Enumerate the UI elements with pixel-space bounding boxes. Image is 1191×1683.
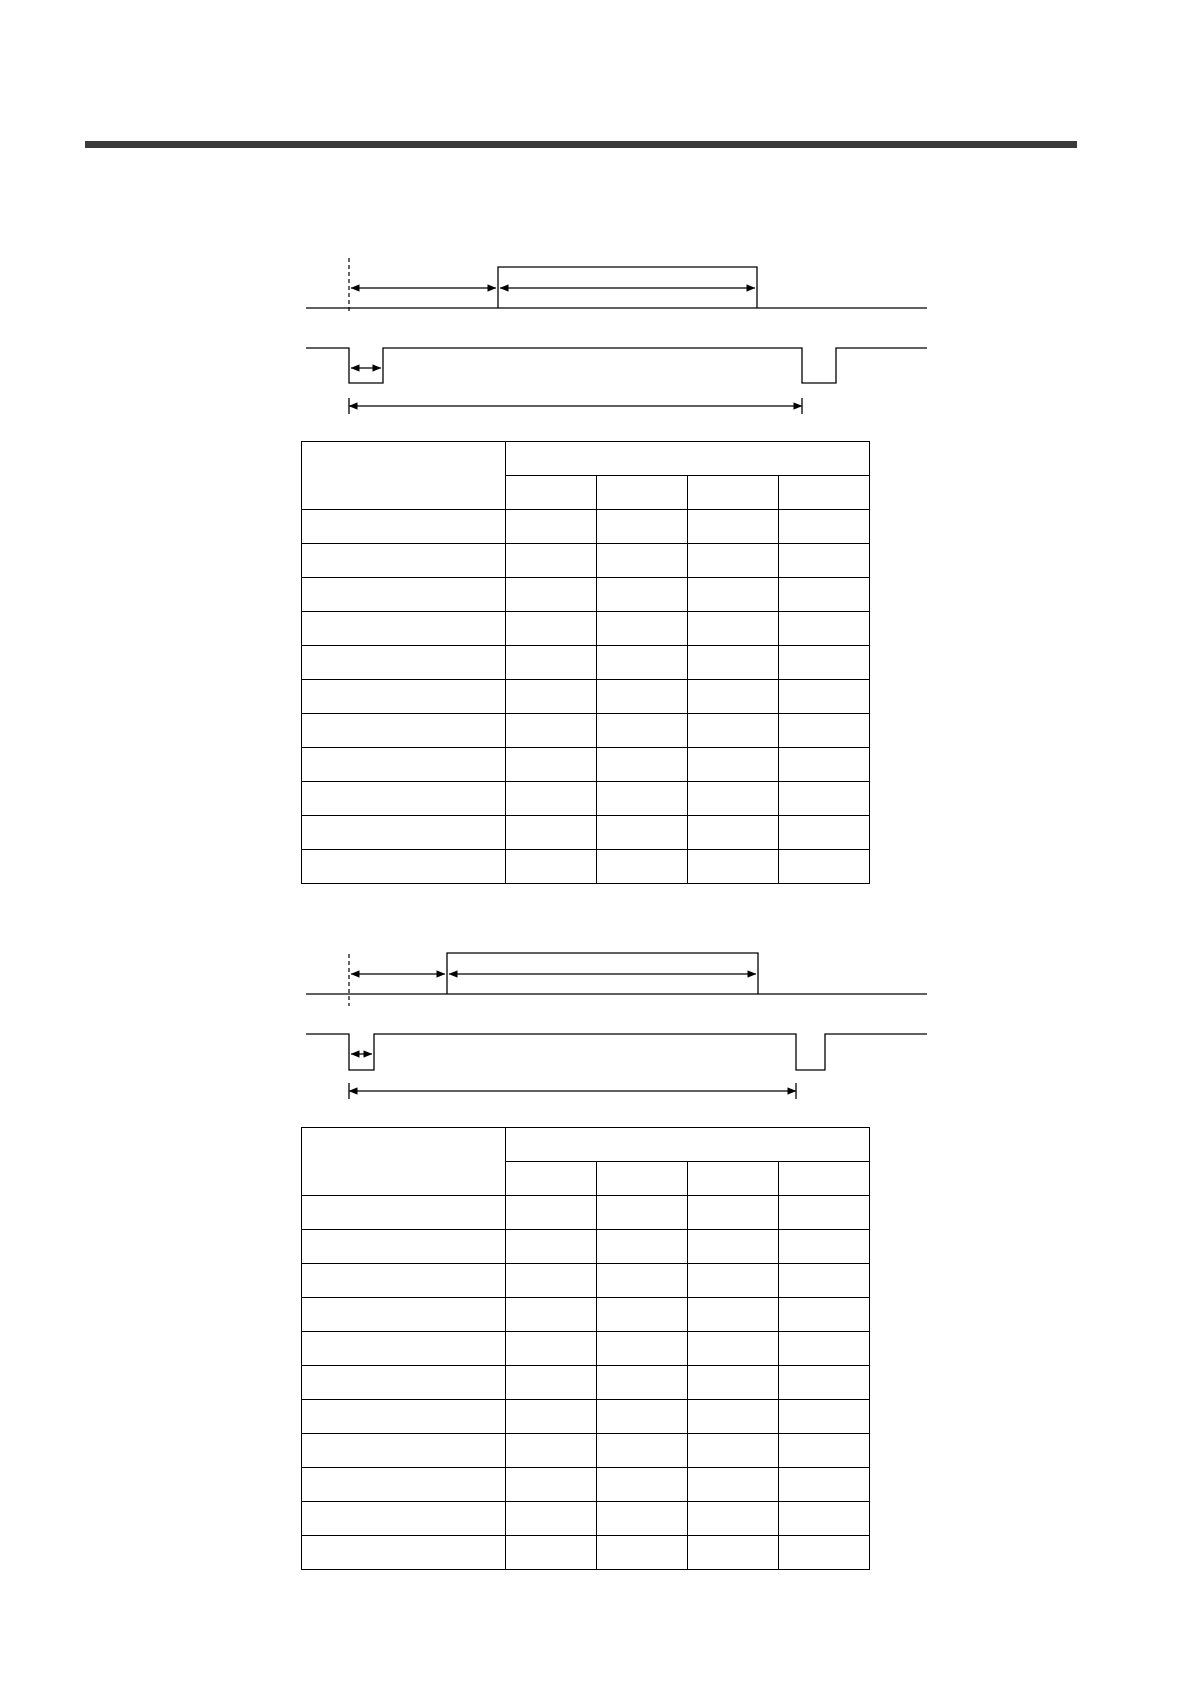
table-cell xyxy=(506,544,597,578)
table-row xyxy=(302,680,870,714)
table-cell xyxy=(597,1502,688,1536)
table-row xyxy=(302,646,870,680)
table-cell xyxy=(506,510,597,544)
table-cell xyxy=(597,646,688,680)
table-row xyxy=(302,1468,870,1502)
table-cell xyxy=(597,612,688,646)
table-cell xyxy=(506,1332,597,1366)
table-cell xyxy=(506,1400,597,1434)
table-row-label xyxy=(302,612,506,646)
table-row xyxy=(302,1434,870,1468)
table-row-label xyxy=(302,544,506,578)
table-cell xyxy=(779,850,870,884)
table-cell xyxy=(688,680,779,714)
timing-table xyxy=(301,441,870,884)
table-row-label xyxy=(302,646,506,680)
table-cell xyxy=(506,1298,597,1332)
table-row-label xyxy=(302,1434,506,1468)
table-row-label xyxy=(302,816,506,850)
table-cell xyxy=(506,1536,597,1570)
table-cell xyxy=(779,680,870,714)
table-cell xyxy=(779,1502,870,1536)
table-cell xyxy=(597,1434,688,1468)
table-row-label xyxy=(302,578,506,612)
table-header-group xyxy=(506,442,870,476)
table-row xyxy=(302,578,870,612)
table-cell xyxy=(688,748,779,782)
table-cell xyxy=(688,714,779,748)
table-cell xyxy=(688,1230,779,1264)
table-row-label xyxy=(302,1298,506,1332)
table-cell xyxy=(688,1502,779,1536)
table-cell xyxy=(779,1298,870,1332)
table-cell xyxy=(779,1366,870,1400)
table-row-label xyxy=(302,782,506,816)
table-cell xyxy=(688,544,779,578)
table-row-label xyxy=(302,1366,506,1400)
table-cell xyxy=(688,1468,779,1502)
table-cell xyxy=(506,680,597,714)
table-body xyxy=(302,510,870,884)
table-cell xyxy=(597,1298,688,1332)
table-cell xyxy=(506,816,597,850)
table-cell xyxy=(688,1298,779,1332)
table-cell xyxy=(779,1264,870,1298)
table-cell xyxy=(779,646,870,680)
table-row-label xyxy=(302,748,506,782)
table-cell xyxy=(779,748,870,782)
table-row-label xyxy=(302,510,506,544)
table-cell xyxy=(506,782,597,816)
table-row-label xyxy=(302,850,506,884)
table-row-label xyxy=(302,1332,506,1366)
table-row xyxy=(302,612,870,646)
table-cell xyxy=(597,1400,688,1434)
table-cell xyxy=(688,782,779,816)
table-cell xyxy=(506,612,597,646)
table-header-group xyxy=(506,1128,870,1162)
table-cell xyxy=(688,1434,779,1468)
table-cell xyxy=(506,1264,597,1298)
table-cell xyxy=(779,612,870,646)
table-row xyxy=(302,1264,870,1298)
table-row xyxy=(302,1298,870,1332)
sync-signal xyxy=(306,1034,927,1070)
table-cell xyxy=(597,816,688,850)
table-cell xyxy=(597,748,688,782)
table-cell xyxy=(597,1230,688,1264)
table-row-label xyxy=(302,1400,506,1434)
table-cell xyxy=(688,1196,779,1230)
timing-diagram-svg xyxy=(290,258,940,416)
table-subheader xyxy=(688,1162,779,1196)
sync-signal xyxy=(306,348,927,383)
table-cell xyxy=(688,510,779,544)
table-subheader xyxy=(688,476,779,510)
table-cell xyxy=(597,782,688,816)
table-row xyxy=(302,544,870,578)
table-row xyxy=(302,1536,870,1570)
table-row xyxy=(302,1230,870,1264)
table-row xyxy=(302,748,870,782)
table-cell xyxy=(597,544,688,578)
table-row-label xyxy=(302,1196,506,1230)
table-subheader xyxy=(779,1162,870,1196)
timing-table xyxy=(301,1127,870,1570)
table-cell xyxy=(688,1332,779,1366)
table-cell xyxy=(688,612,779,646)
timing-diagram-svg xyxy=(290,948,940,1102)
table-cell xyxy=(779,714,870,748)
table-cell xyxy=(506,748,597,782)
table-row xyxy=(302,850,870,884)
table-subheader xyxy=(506,1162,597,1196)
table-cell xyxy=(597,1196,688,1230)
table-row-label xyxy=(302,1264,506,1298)
table-row xyxy=(302,816,870,850)
table-cell xyxy=(688,1400,779,1434)
table-cell xyxy=(597,850,688,884)
table-cell xyxy=(597,578,688,612)
table-row-label xyxy=(302,1468,506,1502)
table-cell xyxy=(597,680,688,714)
table-cell xyxy=(779,1400,870,1434)
table-cell xyxy=(597,1332,688,1366)
table-cell xyxy=(688,646,779,680)
table-cell xyxy=(506,1196,597,1230)
table-cell xyxy=(779,1196,870,1230)
table-cell xyxy=(597,510,688,544)
table-cell xyxy=(779,578,870,612)
table-row-label xyxy=(302,680,506,714)
table-cell xyxy=(597,1366,688,1400)
table-cell xyxy=(779,510,870,544)
table-row-label xyxy=(302,714,506,748)
timing-diagram xyxy=(290,258,940,416)
table-row xyxy=(302,1502,870,1536)
table-header-label xyxy=(302,1128,506,1196)
table-row-label xyxy=(302,1230,506,1264)
table-cell xyxy=(779,1536,870,1570)
table-cell xyxy=(779,1332,870,1366)
table-cell xyxy=(688,816,779,850)
table-cell xyxy=(597,1468,688,1502)
table-row-label xyxy=(302,1536,506,1570)
header-rule xyxy=(85,141,1077,148)
table-row xyxy=(302,1196,870,1230)
table-subheader xyxy=(597,476,688,510)
table-body xyxy=(302,1196,870,1570)
table-cell xyxy=(688,1536,779,1570)
timing-diagram xyxy=(290,948,940,1102)
table-row xyxy=(302,510,870,544)
table-cell xyxy=(506,1230,597,1264)
table-cell xyxy=(506,1502,597,1536)
table-subheader xyxy=(597,1162,688,1196)
table-cell xyxy=(597,1264,688,1298)
table-cell xyxy=(597,714,688,748)
table-row xyxy=(302,1332,870,1366)
table-header-row xyxy=(302,1128,870,1162)
table-cell xyxy=(779,782,870,816)
table-cell xyxy=(688,850,779,884)
table-cell xyxy=(688,1264,779,1298)
table-row-label xyxy=(302,1502,506,1536)
table-cell xyxy=(688,1366,779,1400)
table-cell xyxy=(779,816,870,850)
table-row xyxy=(302,1366,870,1400)
table-header-row xyxy=(302,442,870,476)
table-subheader xyxy=(506,476,597,510)
table-cell xyxy=(688,578,779,612)
table-header-label xyxy=(302,442,506,510)
table-cell xyxy=(506,1468,597,1502)
table-cell xyxy=(779,1434,870,1468)
table-cell xyxy=(506,646,597,680)
table-cell xyxy=(506,1366,597,1400)
table-cell xyxy=(779,1230,870,1264)
table-row xyxy=(302,1400,870,1434)
table-cell xyxy=(779,1468,870,1502)
table-subheader xyxy=(779,476,870,510)
table-cell xyxy=(506,1434,597,1468)
table-row xyxy=(302,782,870,816)
table-row xyxy=(302,714,870,748)
table-cell xyxy=(506,714,597,748)
table-cell xyxy=(506,578,597,612)
table-cell xyxy=(597,1536,688,1570)
table-cell xyxy=(779,544,870,578)
table-cell xyxy=(506,850,597,884)
